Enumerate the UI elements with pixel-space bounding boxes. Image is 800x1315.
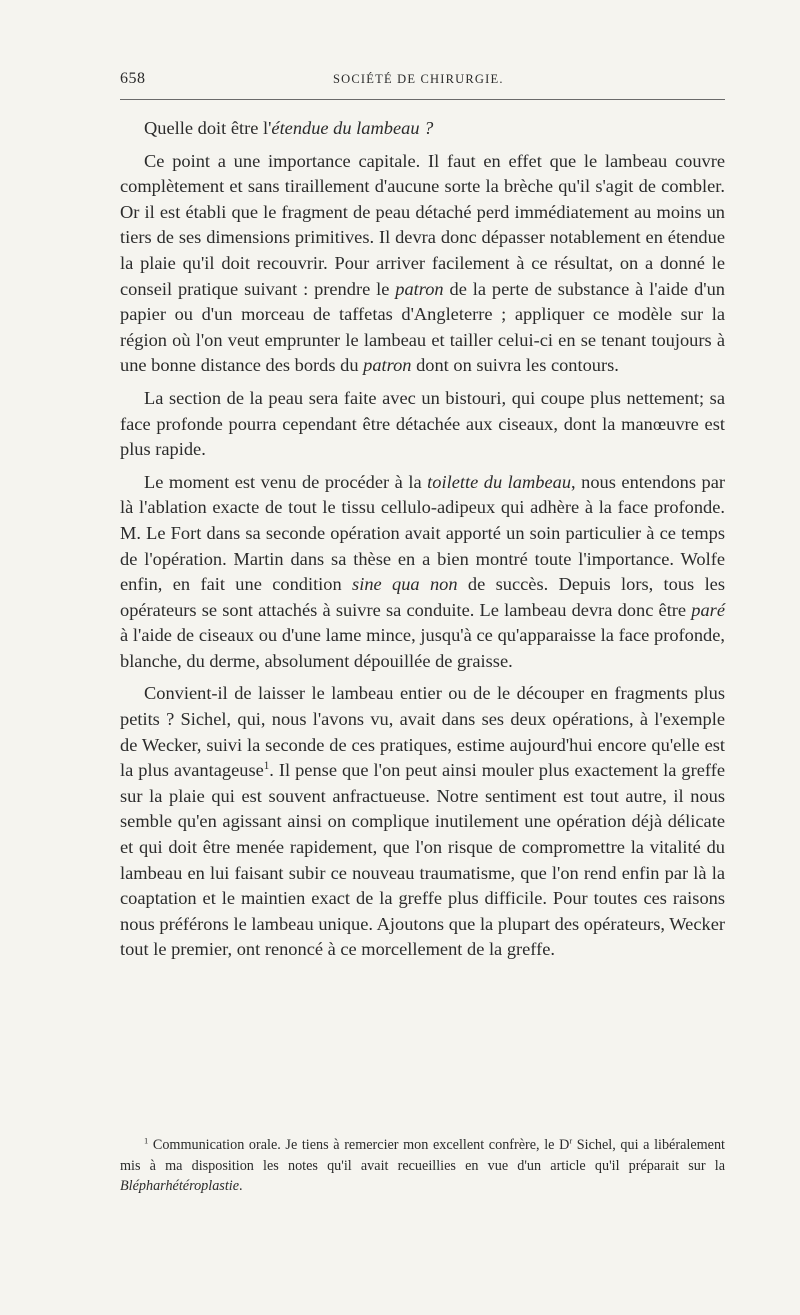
header-rule <box>120 99 725 100</box>
text-run: Sichel, qui a libéralement mis à ma disposition les notes qu'il avait recueillies en vue d'un article qu'il préparait sur la <box>120 1137 725 1174</box>
paragraph-toilette <box>120 470 725 675</box>
body-text <box>120 116 725 970</box>
text-run: de la perte de substance à l'aide d'un papier ou d'un morceau de taffetas d'Angleterre ; appliquer ce modèle sur la région où l'on veut emprunter le lambeau et tailler celui-ci en se tenant toujours à une bonne distance des bords du <box>120 278 725 376</box>
italic-run: toilette du lambeau <box>427 471 572 492</box>
italic-run: sine qua non <box>352 574 458 595</box>
text-run: , nous entendons par là l'ablation exacte de tout le tissu cellulo-adipeux qui adhère à la face profonde. M. Le Fort dans sa seconde opération avait apporté un soin particulier à ce temps de l'opération. Martin dans sa thèse en a bien montré toute l'importance. Wolfe enfin, en fait une condition <box>120 471 725 595</box>
running-head: SOCIÉTÉ DE CHIRURGIE. <box>333 72 504 86</box>
text-run: Convient-il de laisser le lambeau entier ou de le découper en fragments plus petits ? Sichel, qui, nous l'avons vu, avait dans ses deux opérations, à l'exemple de Wecker, suivi la seconde de ces pratiques, estime aujourd'hui encore qu'elle est la plus avantageuse <box>120 683 725 781</box>
text-run: Communication orale. Je tiens à remercier mon excellent confrère, le D <box>148 1137 570 1153</box>
footnote <box>120 1135 725 1197</box>
text-run: dont on suivra les contours. <box>411 355 619 376</box>
paragraph-question <box>120 116 725 142</box>
text-run: . Il pense que l'on peut ainsi mouler plus exactement la greffe sur la plaie qui est souvent anfractueuse. Notre sentiment est tout autre, il nous semble qu'en agissant ainsi on complique inutilement une opération déjà délicate et qui doit être menée rapidement, que l'on risque de compromettre la vitalité du lambeau en lui faisant subir ce nouveau traumatisme, que l'on rend enfin par là la coaptation et le maintien exact de la greffe plus difficile. Pour toutes ces raisons nous préférons le lambeau unique. Ajoutons que la plupart des opérateurs, Wecker tout le premier, ont renoncé à ce morcellement de la greffe. <box>120 760 725 960</box>
text-run: Le moment est venu de procéder à la <box>144 471 428 492</box>
text-run: à l'aide de ciseaux ou d'une lame mince, jusqu'à ce qu'apparaisse la face profonde, blanche, du derme, absolument dépouillée de graisse. <box>120 625 725 671</box>
page-number: 658 <box>120 70 146 87</box>
italic-run: paré <box>691 599 725 620</box>
paragraph-fragments <box>120 681 725 963</box>
superscript: r <box>569 1135 573 1146</box>
italic-run: Blépharhétéroplastie <box>120 1178 239 1194</box>
footnote-marker: 1 <box>263 760 270 773</box>
text-run: de succès. Depuis lors, tous les opérateurs se sont attachés à suivre sa conduite. Le lambeau devra donc être <box>120 574 726 620</box>
italic-run: patron <box>363 355 412 376</box>
footnote-number: 1 <box>144 1135 149 1146</box>
text-run: La section de la peau sera faite avec un bistouri, qui coupe plus nettement; sa face profonde pourra cependant être détachée aux ciseaux, dont la manœuvre est plus rapide. <box>120 387 725 460</box>
page-header <box>120 70 725 94</box>
italic-run: étendue du lambeau ? <box>271 118 434 138</box>
text-run: Quelle doit être l' <box>144 118 272 138</box>
footnotes <box>120 1135 725 1197</box>
paragraph-importance <box>120 149 725 379</box>
italic-run: patron <box>395 278 444 299</box>
text-run: . <box>239 1178 243 1194</box>
paragraph-section <box>120 386 725 463</box>
text-run: Ce point a une importance capitale. Il faut en effet que le lambeau couvre complètement et sans tiraillement d'aucune sorte la brèche qu'il s'agit de combler. Or il est établi que le fragment de peau détaché perd immédiatement au moins un tiers de ses dimensions primitives. Il devra donc dépasser notablement en étendue la plaie qu'il doit recouvrir. Pour arriver facilement à ce résultat, on a donné le conseil pratique suivant : prendre le <box>120 150 725 299</box>
